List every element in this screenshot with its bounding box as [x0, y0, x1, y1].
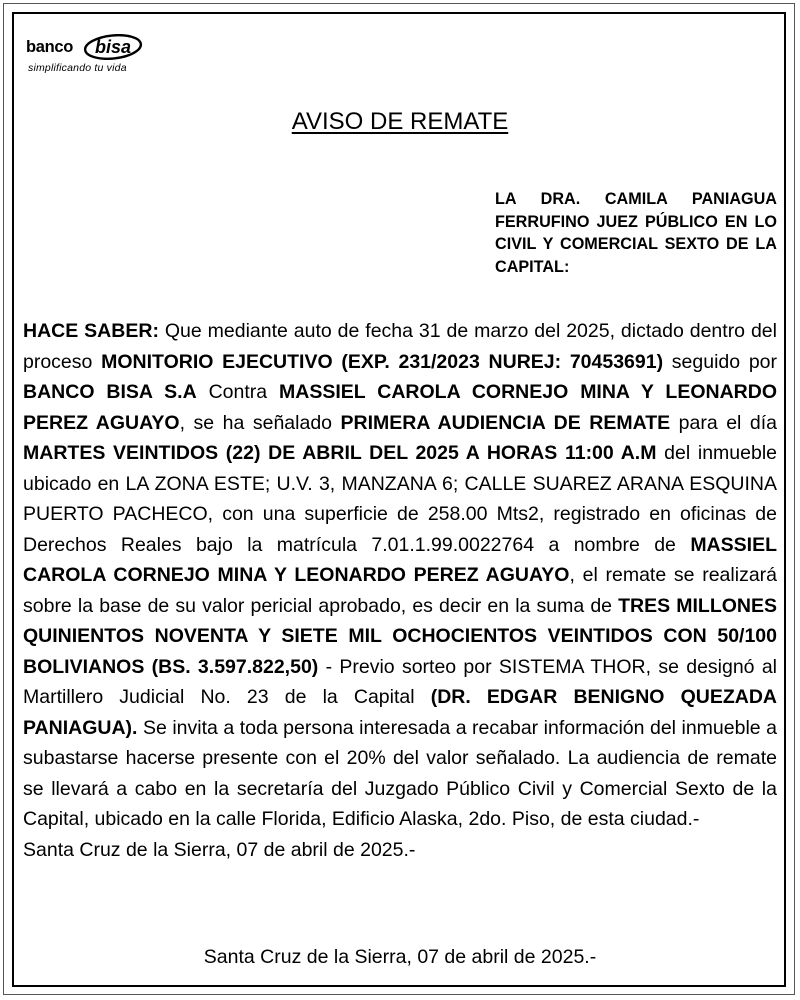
- judge-authority: LA DRA. CAMILA PANIAGUA FERRUFINO JUEZ PÚBLICO EN LO CIVIL Y COMERCIAL SEXTO DE LA CAPITAL:: [495, 190, 777, 276]
- banco-bisa-logo: [26, 34, 156, 78]
- body-segment: TRES MILLONES QUINIENTOS NOVENTA Y SIETE MIL OCHOCIENTOS VEINTIDOS CON 50/100 BOLIVIANOS (BS. 3.597.822,50): [23, 594, 778, 678]
- body-segment: BANCO BISA S.A: [23, 381, 197, 403]
- logo-wordmark: banco: [26, 38, 74, 56]
- body-segment: MONITORIO EJECUTIVO (EXP. 231/2023 NUREJ: 70453691): [101, 350, 664, 373]
- body-segment: (DR. EDGAR BENIGNO QUEZADA PANIAGUA).: [23, 686, 777, 739]
- signature-place-date: Santa Cruz de la Sierra, 07 de abril de 2025.-: [203, 946, 597, 968]
- notice-body: [23, 316, 777, 865]
- logo-tagline: simplificando tu vida: [28, 62, 127, 74]
- body-segment: seguido por: [663, 350, 778, 373]
- body-segment: Que mediante auto de fecha 31 de marzo del 2025, dictado dentro del proceso: [23, 320, 777, 373]
- body-segment: MASSIEL CAROLA CORNEJO MINA Y LEONARDO PEREZ AGUAYO: [23, 381, 777, 434]
- body-segment: - Previo sorteo por SISTEMA THOR, se designó al Martillero Judicial No. 23 de la Capital: [23, 655, 778, 708]
- body-segment: para el día: [670, 411, 777, 434]
- place-date: Santa Cruz de la Sierra, 07 de abril de 2025.-: [23, 838, 416, 861]
- body-segment: , se ha señalado: [179, 411, 341, 434]
- body-segment: Contra: [196, 381, 280, 403]
- body-segment: Se invita a toda persona interesada a recabar información del inmueble a subastarse hacerse presente con el 20% del valor señalado. La audiencia de remate se llevará a cabo en la secretaría del Juzgado Público Civil y Comercial Sexto de la Capital, ubicado en la calle Florida, Edificio Alaska, 2do. Piso, de esta ciudad.-: [23, 716, 777, 830]
- body-segment: MARTES VEINTIDOS (22) DE ABRIL DEL 2025 A HORAS 11:00 A.M: [23, 442, 657, 464]
- notice-title: AVISO DE REMATE: [291, 108, 509, 135]
- body-segment: , el remate se realizará sobre la base de su valor pericial aprobado, es decir en la suma de: [23, 564, 777, 617]
- body-segment: MASSIEL CAROLA CORNEJO MINA Y LEONARDO PEREZ AGUAYO: [23, 533, 777, 586]
- body-segment: del inmueble ubicado en LA ZONA ESTE; U.V. 3, MANZANA 6; CALLE SUAREZ ARANA ESQUINA PUERTO PACHECO, con una superficie de 258.00 Mts2, registrado en oficinas de Derechos Reales bajo la matrícula 7.01.1.99.0022764 a nombre de: [23, 442, 777, 556]
- body-segment: PRIMERA AUDIENCIA DE REMATE: [340, 411, 671, 434]
- notice-paragraph: [23, 316, 777, 835]
- logo-bisa-text: bisa: [94, 37, 132, 57]
- bisa-emblem-icon: [83, 34, 143, 60]
- body-segment: HACE SABER:: [23, 320, 159, 342]
